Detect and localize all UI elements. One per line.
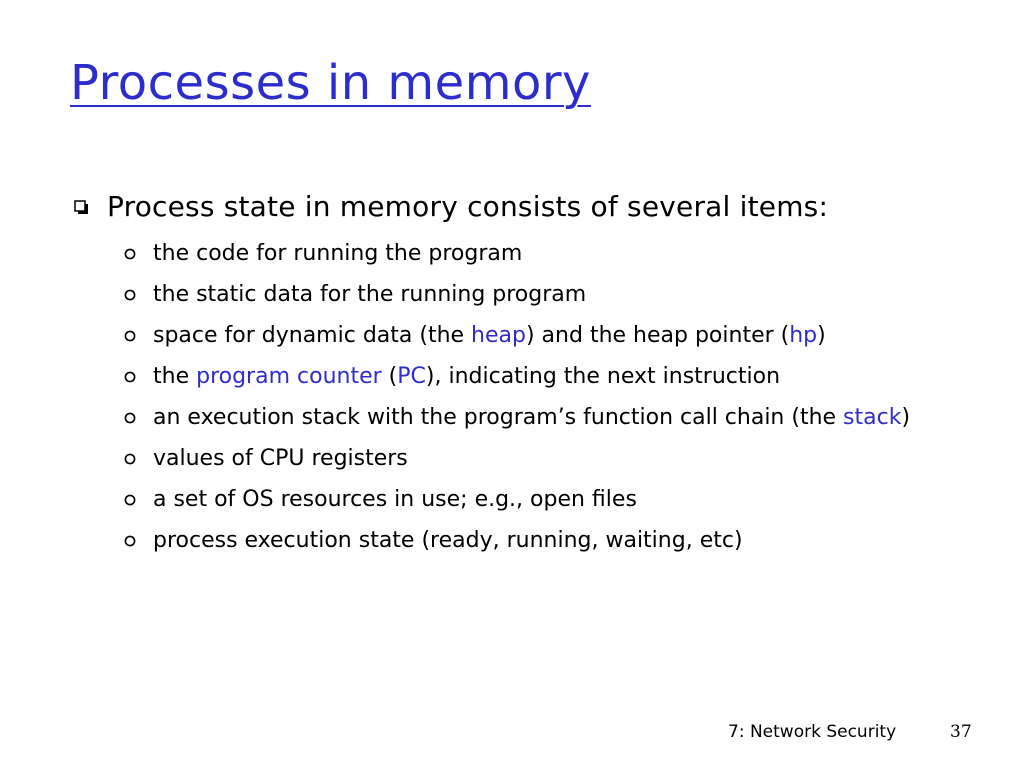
hollow-circle-icon [124, 412, 136, 424]
sub-bullet-item [124, 400, 924, 435]
text-run: process execution state (ready, running, waiting, etc) [153, 528, 743, 553]
sub-bullet-text [153, 523, 924, 558]
text-run: values of CPU registers [153, 446, 408, 471]
text-run: space for dynamic data (the [153, 323, 472, 348]
sub-bullet-text [153, 236, 924, 271]
sub-bullet-list [124, 236, 924, 564]
checkbox-square-icon [74, 200, 89, 215]
text-run: a set of OS resources in use; e.g., open files [153, 487, 637, 512]
sub-bullet-text [153, 441, 924, 476]
highlighted-term: stack [843, 405, 902, 430]
text-run: the [153, 364, 197, 389]
sub-bullet-item [124, 482, 924, 517]
sub-bullet-text [153, 318, 924, 353]
sub-bullet-item [124, 523, 924, 558]
sub-bullet-item [124, 441, 924, 476]
hollow-circle-icon [124, 289, 136, 301]
sub-bullet-item [124, 277, 924, 312]
sub-bullet-text [153, 482, 924, 517]
main-bullet [74, 190, 828, 224]
text-run: an execution stack with the program’s function call chain (the [153, 405, 844, 430]
hollow-circle-icon [124, 248, 136, 260]
sub-bullet-text [153, 359, 924, 394]
highlighted-term: PC [397, 364, 426, 389]
page-number: 37 [950, 722, 972, 742]
sub-bullet-item [124, 236, 924, 271]
hollow-circle-icon [124, 453, 136, 465]
text-run: ) [817, 323, 826, 348]
slide-title: Processes in memory [70, 55, 591, 111]
hollow-circle-icon [124, 494, 136, 506]
highlighted-term: hp [789, 323, 818, 348]
footer-section-title: 7: Network Security [728, 722, 897, 742]
text-run: ), indicating the next instruction [425, 364, 781, 389]
sub-bullet-text [153, 400, 924, 435]
text-run: ) and the heap pointer ( [525, 323, 790, 348]
sub-bullet-item [124, 359, 924, 394]
text-run: ( [381, 364, 398, 389]
text-run: the code for running the program [153, 241, 523, 266]
sub-bullet-text [153, 277, 924, 312]
highlighted-term: heap [471, 323, 526, 348]
hollow-circle-icon [124, 535, 136, 547]
text-run: the static data for the running program [153, 282, 587, 307]
hollow-circle-icon [124, 330, 136, 342]
main-bullet-text: Process state in memory consists of several items: [107, 190, 829, 223]
sub-bullet-item [124, 318, 924, 353]
text-run: ) [901, 405, 911, 430]
highlighted-term: program counter [196, 364, 382, 389]
hollow-circle-icon [124, 371, 136, 383]
